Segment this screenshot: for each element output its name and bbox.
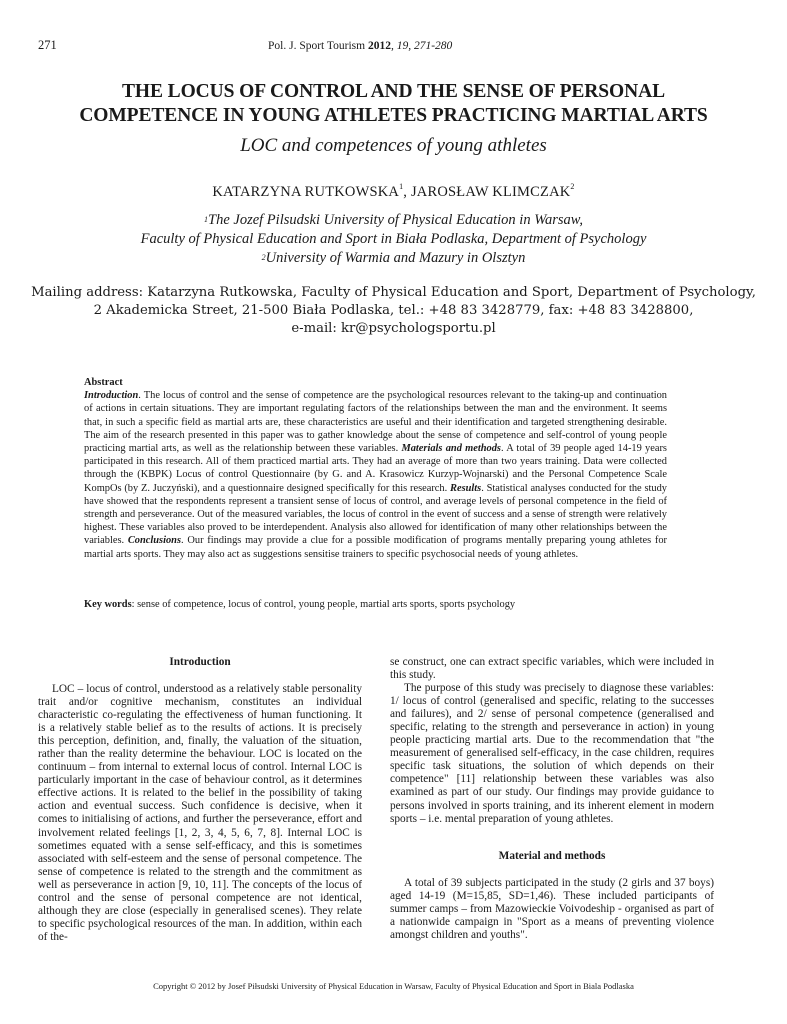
mailing-line-2: 2 Akademicka Street, 21-500 Biała Podlaska, tel.: +48 83 3428779, fax: +48 83 3428800, bbox=[93, 303, 694, 318]
affiliation-line-1 bbox=[0, 211, 787, 230]
abstract-intro-label: Introduction bbox=[84, 390, 139, 402]
affiliation-sup-1: 1 bbox=[204, 215, 209, 224]
section-heading-methods: Material and methods bbox=[498, 849, 606, 862]
journal-year: 2012 bbox=[367, 40, 391, 52]
mailing-line-1: Mailing address: Katarzyna Rutkowska, Faculty of Physical Education and Sport, Department of Psychology, bbox=[31, 285, 756, 300]
author-1: KATARZYNA RUTKOWSKA bbox=[212, 184, 400, 200]
abstract-conclusions-label: Conclusions bbox=[127, 535, 182, 547]
keywords-label: Key words bbox=[84, 599, 132, 610]
journal-volume-pages: , 19, 271-280 bbox=[390, 40, 453, 52]
affiliation-line-3 bbox=[0, 249, 787, 268]
author-1-affil-sup: 1 bbox=[399, 182, 404, 191]
journal-citation bbox=[268, 40, 452, 52]
abstract-intro-text: . The locus of control and the sense of competence are the psychological resources relevant to the taking-up and continuation of actions in certain situations. They are important regulating factors of the relationships between the man and the environment. It seems that, in such a specific field as martial arts are, these characteristics are useful and their identification and targeted strengthening desirable. The aim of the research presented in this paper was to gather knowledge about the sense of competence and self-control of young people practicing martial arts, as well as the relationship between these variables. bbox=[84, 390, 667, 455]
abstract-results-label: Results bbox=[450, 482, 482, 494]
mailing-email: e-mail: kr@psychologsportu.pl bbox=[291, 321, 496, 336]
abstract-methods-label: Materials and methods bbox=[401, 443, 501, 455]
mailing-address bbox=[0, 284, 787, 338]
section-heading-introduction: Introduction bbox=[169, 656, 231, 668]
abstract-body bbox=[84, 389, 667, 561]
intro-paragraph-2: The purpose of this study was precisely to diagnose these variables: 1/ locus of control (generalised and specific, relating to the successes and failures), and 2/ sense of personal competence (generalised and specific, relating to the strength and perseverance in action) in young people practicing martial arts. Due to the recommendation that "the measurement of generalised self-efficacy, in the case children, requires specific task situations, the solution of which depends on their competence" [11] relationship between these variables was also examined as part of our study. Our findings may provide guidance to persons involved in sports training, and its inherent element in modern sports – i.e. mental preparation of young athletes. bbox=[390, 682, 714, 825]
title-line-2: COMPETENCE IN YOUNG ATHLETES PRACTICING MARTIAL ARTS bbox=[79, 105, 708, 126]
abstract-heading: Abstract bbox=[84, 377, 123, 388]
author-separator: , bbox=[403, 184, 411, 200]
author-2: JAROSŁAW KLIMCZAK bbox=[410, 184, 571, 200]
affiliation-line-2: Faculty of Physical Education and Sport in Biała Podlaska, Department of Psychology bbox=[140, 231, 647, 247]
affiliation-sup-2: 2 bbox=[261, 253, 266, 262]
article-title bbox=[0, 80, 787, 128]
abstract-conclusions-text: . Our findings may provide a clue for a possible modification of programs mentally preparing young athletes for martial arts sports. They may also act as suggestions sensitise trainers to specific psychosocial needs of young athletes. bbox=[84, 535, 667, 560]
affiliations bbox=[0, 211, 787, 268]
article-subtitle: LOC and competences of young athletes bbox=[240, 135, 547, 156]
abstract-methods-text: . A total of 39 people aged 14-19 years participated in this research. All of them practiced martial arts. They had an average of more than two years training. Data were collected through the (KBPK) Locus of control Questionnaire (by G. and A. Krasowicz Kurzyp-Wojnarski) and the Personal Competence Scale KompOs (by Z. Juczyński), and a questionnaire designed specifically for this research. bbox=[84, 443, 667, 494]
methods-paragraph-1: A total of 39 subjects participated in the study (2 girls and 37 boys) aged 14-19 (M=15,85, SD=1,46). These included participants of summer camps – from Mazowieckie Voivodeship - organised as part of a nationwide campaign in "Sport as a means of preventing violence amongst children and youths". bbox=[390, 876, 714, 941]
abstract bbox=[84, 376, 667, 561]
body-column-left bbox=[38, 656, 362, 944]
intro-paragraph-1: LOC – locus of control, understood as a relatively stable personality trait and/or cognitive mechanism, constitutes an individual characteristic co-regulating the effectiveness of human functioning. It is a relatively stable belief as to the results of actions. It is precisely this perception, definition, and, finally, the valuation of the situation, rather than the reality determine the behaviour. LOC is located on the continuum – from internal to external locus of control. Internal LOC is particularly important in the case of behaviour control, as it determines effective actions. It is related to the belief in the possibility of taking action and eventual success. Such confidence is decisive, when it comes to initialising of actions, and further the perseverance, effort and involvement related feelings [1, 2, 3, 4, 5, 6, 7, 8]. Internal LOC is sometimes equated with a sense self-efficacy, and this is sometimes associated with self-esteem and the sense of personal competence. The sense of competence is related to the strength and the commitment as well as perseverance in action [9, 10, 11]. The concepts of the locus of control and the sense of personal competence are not identical, although they are close (especially in generalised scenes). They relate to specific psychological resources of the man. In addition, within each of the- bbox=[38, 683, 362, 943]
journal-name: Pol. J. Sport Tourism bbox=[268, 40, 366, 52]
body-column-right bbox=[390, 656, 714, 942]
affiliation-text-3: University of Warmia and Mazury in Olsztyn bbox=[265, 250, 526, 266]
copyright-footer: Copyright © 2012 by Josef Piłsudski University of Physical Education in Warsaw, Faculty of Physical Education and Sport in Biala Podlaska bbox=[153, 981, 634, 991]
page-number: 271 bbox=[38, 38, 57, 52]
affiliation-text-1: The Jozef Pilsudski University of Physical Education in Warsaw, bbox=[208, 212, 583, 228]
keywords-text: : sense of competence, locus of control, young people, martial arts sports, sports psychology bbox=[131, 599, 516, 610]
abstract-results-text: . Statistical analyses conducted for the study have showed that the respondents represent a transient sense of locus of control, and average levels of personal competence in the field of strength and perseverance. Out of the measured variables, the locus of control in the event of success and a sense of strength were relatively highest. These variables also proved to be interdependent. Analysis also allowed for identification of many other relationships between the variables. bbox=[84, 482, 667, 547]
keywords bbox=[84, 599, 684, 610]
author-2-affil-sup: 2 bbox=[570, 182, 575, 191]
title-line-1: THE LOCUS OF CONTROL AND THE SENSE OF PERSONAL bbox=[122, 81, 665, 102]
authors bbox=[0, 184, 787, 201]
intro-paragraph-continued: se construct, one can extract specific variables, which were included in this study. bbox=[390, 656, 714, 682]
